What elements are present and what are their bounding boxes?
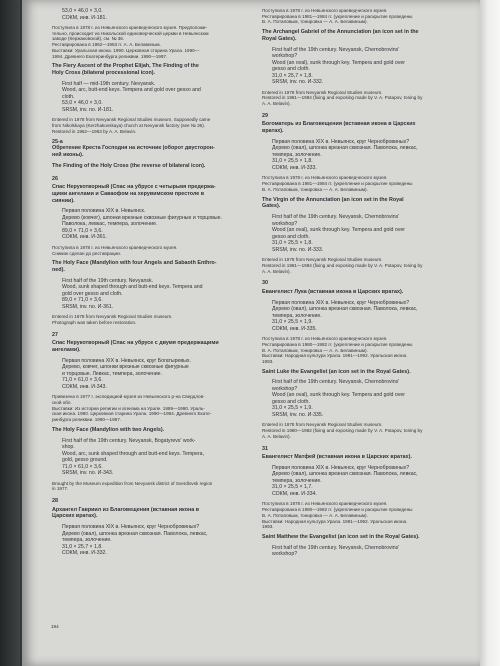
entry-details: Первая половина XIX в. Невьянск. Дерево (ковчег), шпонки врезные сквозные фигурные и торцовые. Паволока, левкас, темпера, золочение. 89,0 × 71,0 × 3,6. СОКМ, инв. И-361. <box>62 208 222 241</box>
entry-details: Первая половина XIX в. Невьянск, круг Чернобровиных? Дерево (овал), шпонка врезная сквозная. Паволока, левкас, темпера, золочение. 31,0 × 25,5 × 1,9. СОКМ, инв. И-335. <box>272 299 418 332</box>
entry-details: First half of the 19th century. Nevyansk, Chernobrovins' workshop? Wood (an oval), sunk through key. Tempera and gold over gesso and cloth. 31,0 × 25,5 × 1,8. SRSM, inv. no. И-333. <box>272 214 405 253</box>
entry-number: 26 <box>52 175 58 182</box>
right-text-column <box>262 8 458 562</box>
entry-title: Спас Нерукотворный (Спас на убрусе с четырьмя предержа- щими ангелами и Саваофом на херувимском престоле в сиянии). <box>52 184 216 204</box>
entry-number: 27 <box>52 331 58 338</box>
page-right-edge <box>480 0 500 666</box>
entry-title: Saint Matthew the Evangelist (an icon set in the Royal Gates). <box>262 534 420 541</box>
entry-details: Первая половина XIX в. Невьянск, круг Чернобровиных? Дерево (овал), шпонка врезная сквозная. Паволока, левкас, темпера, золочение. 31,0 × 25,5 × 1,7. СОКМ, инв. И-334. <box>272 464 418 497</box>
entry-title: The Holy Face (Mandylion with four Angels and Sabaoth Enthro- ned). <box>52 260 217 274</box>
entry-title: Евангелист Лука (вставная икона в Царских вратах). <box>262 288 404 295</box>
provenance-note: Entered in 1978 from Nevyansk Regional Studies museum. Restored in 1981—1984 (fixing and exposing made by V. A. Potapov, toning by A. A. Belavin). <box>262 257 423 274</box>
provenance-note: Поступила в 1978 г. из Невьянского краеведческого музея. Реставрирована в 1981—1984 гг. (укрепление и раскрытие проведены В. А. Потаповым, тонировка — А. А. Белавиным). <box>262 8 413 25</box>
entry-title: Евангелист Матфей (вставная икона в Царских вратах). <box>262 454 412 461</box>
entry-details: First half — mid-19th century. Nevyansk. Wood, arc, butt-end keys. Tempera and gold over gesso and cloth. 53,0 × 46,0 × 3,0. SRSM, inv. no. И-181. <box>62 80 201 113</box>
provenance-note: Entered in 1978 from Nevyansk Regional Studies museum. Photograph was taken before restoration. <box>52 314 173 326</box>
entry-title: The Fiery Ascent of the Prophet Elijah, The Finding of the Holy Cross (bilateral processional icon). <box>52 63 199 77</box>
entry-number: 30 <box>262 280 268 287</box>
entry-details: First half of the 19th century. Nevyansk, Bogatyrevs' work- shop. Wood, arc, sunk shaped through and butt-end keys. Tempera, gold, gesso ground. 71,0 × 61,0 × 3,6. SRSM, inv. no. И-343. <box>62 437 204 477</box>
entry-details: 53,0 × 46,0 × 3,0. СОКМ, инв. И-181. <box>62 8 107 21</box>
entry-details: First half of the 19th century. Nevyansk, Chernobrovins' workshop? Wood (an oval), sunk through key. Tempera and gold over gesso and cloth. 31,0 × 25,5 × 1,9. SRSM, inv. no. И-335. <box>272 379 405 418</box>
entry-title: The Archangel Gabriel of the Annunciation (an icon set in the Royal Gates). <box>262 29 419 42</box>
entry-title: The Holy Face (Mandylion with two Angels). <box>52 426 165 433</box>
entry-number: 31 <box>262 445 268 452</box>
entry-title: Богоматерь из Благовещения (вставная икона в Царских вратах). <box>262 121 416 135</box>
entry-title: 25-а Обретение Креста Господня на источник (оборот двусторон- ней иконы). <box>52 138 215 159</box>
provenance-note: Привезена в 1977 г. экспедицией музея из Невьянского р-на Свердлов- ской обл. Выставки: Из истории религии и атеизма на Урале. 1989—1990. Ураль- ская икона. 1990. Церковная старина Урала. 1990—1994. Древнего Екате- ринбурга реликвии. 1990—1997. <box>52 394 212 423</box>
entry-details: First half of the 19th century. Nevyansk, Chernobrovins' workshop? <box>272 544 400 558</box>
provenance-note: Entered in 1978 from Nevyansk Regional Studies museum. Restored in 1980—1982 (fixing and exposing made by V. A. Potapov, toning by A. A. Belavin). <box>262 422 423 439</box>
book-spine <box>0 0 20 666</box>
entry-title: The Finding of the Holy Cross (the reverse of bilateral icon). <box>52 162 206 169</box>
provenance-note: Entered in 1978 from Nevyansk Regional Studies museum. Restored in 1981—1984 (fixing and exposing made by V. A. Potapov, toning by A. A. Belavin). <box>262 89 423 107</box>
entry-title: The Virgin of the Annunciation (an icon set in the Royal Gates). <box>262 196 404 210</box>
page-number: 194 <box>51 624 59 629</box>
provenance-note: Brought by the Museum expedition from Nevyansk district of Sverdlovsk region in 1977. <box>52 480 213 492</box>
entry-number: 29 <box>262 112 268 119</box>
entry-title: Спас Нерукотворный (Спас на убрусе с двумя предержащими ангелами). <box>52 340 219 354</box>
left-text-column <box>52 8 248 561</box>
entry-details: Первая половина XIX в. Невьянск, круг Чернобровиных? Дерево (овал), шпонка врезная сквозная. Паволока, левкас, темпера, золочение. 31,0 × 25,7 × 1,8. СОКМ, инв. И-332. <box>62 524 208 557</box>
entry-title: Архангел Гавриил из Благовещения (вставная икона в Царских вратах). <box>52 506 200 520</box>
provenance-note: Поступила в 1978 г. из Невьянского краеведческого музея. Предположи- тельно, происходит из Никольской единоверческой церкви в Невьянском заводе (Кержаковской), см. № 36. Реставрирована в 1962—1963 гг. А. А. Белавиным. Выставки: Уральская икона. 1990. Церковная старина Урала. 1990— 1994. Древнего Екатеринбурга реликвии. 1990—1997. <box>52 25 209 59</box>
entry-number: 28 <box>52 498 58 505</box>
entry-title: Saint Luke the Evangelist (an icon set in the Royal Gates). <box>262 368 411 375</box>
provenance-note: Поступила в 1978 г. из Невьянского краеведческого музея. Реставрирована в 1980—1982 гг. (укрепление и раскрытие проведены В. А. Потаповым, тонировка — А. А. Белавиным). Выставки: Народная культура Урала. 1991—1992. Уральская икона. 1993. <box>262 501 413 530</box>
provenance-note: Entered in 1978 from Nevyansk Regional Studies museum. Supposedly came from Nikolskaya (Kerzhakovskaya) church at Nevyansk factory (see № 36). Restored in 1962—1963 by A. A. Belavin. <box>52 117 211 134</box>
provenance-note: Поступила в 1978 г. из Невьянского краеведческого музея. Реставрирована в 1980—1982 гг. (укрепление и раскрытие проведены В. А. Потаповым, тонировка — А. А. Белавиным). Выставки: Народная культура Урала. 1991—1992. Уральская икона. 1993. <box>262 336 413 364</box>
entry-details: Первая половина XIX в. Невьянск, круг Богатыревых. Дерево, ковчег, шпонки врезные сквозные фигурные и торцовые. Левкас, темпера, золочение. 71,0 × 61,0 × 3,6. СОКМ, инв. И-343. <box>62 357 191 390</box>
provenance-note: Поступила в 1978 г. из Невьянского краеведческого музея. Снимок сделан до реставрации. <box>52 244 178 256</box>
entry-details: Первая половина XIX в. Невьянск, круг Чернобровиных? Дерево (овал), шпонка врезная сквозная. Паволока, левкас, темпера, золочение. 31,0 × 25,5 × 1,8. СОКМ, инв. И-333. <box>272 138 418 171</box>
provenance-note: Поступила в 1978 г. из Невьянского краеведческого музея. Реставрирована в 1981—1984 гг. (укрепление и раскрытие проведены В. А. Потаповым, тонировка — А. А. Белавиным). <box>262 175 413 192</box>
entry-details: First half of the 19th century. Nevyansk. Wood, sunk shaped through and butt-end keys. Tempera and gold over gesso and cloth. 89,0 × 71,0 × 3,6. SRSM, inv. no. И-361. <box>62 277 203 310</box>
entry-details: First half of the 19th century. Nevyansk, Chernobrovins' workshop? Wood (an oval), sunk through key. Tempera and gold over gesso and cloth. 31,0 × 25,7 × 1,8. SRSM, inv. no. И-332. <box>272 46 405 86</box>
